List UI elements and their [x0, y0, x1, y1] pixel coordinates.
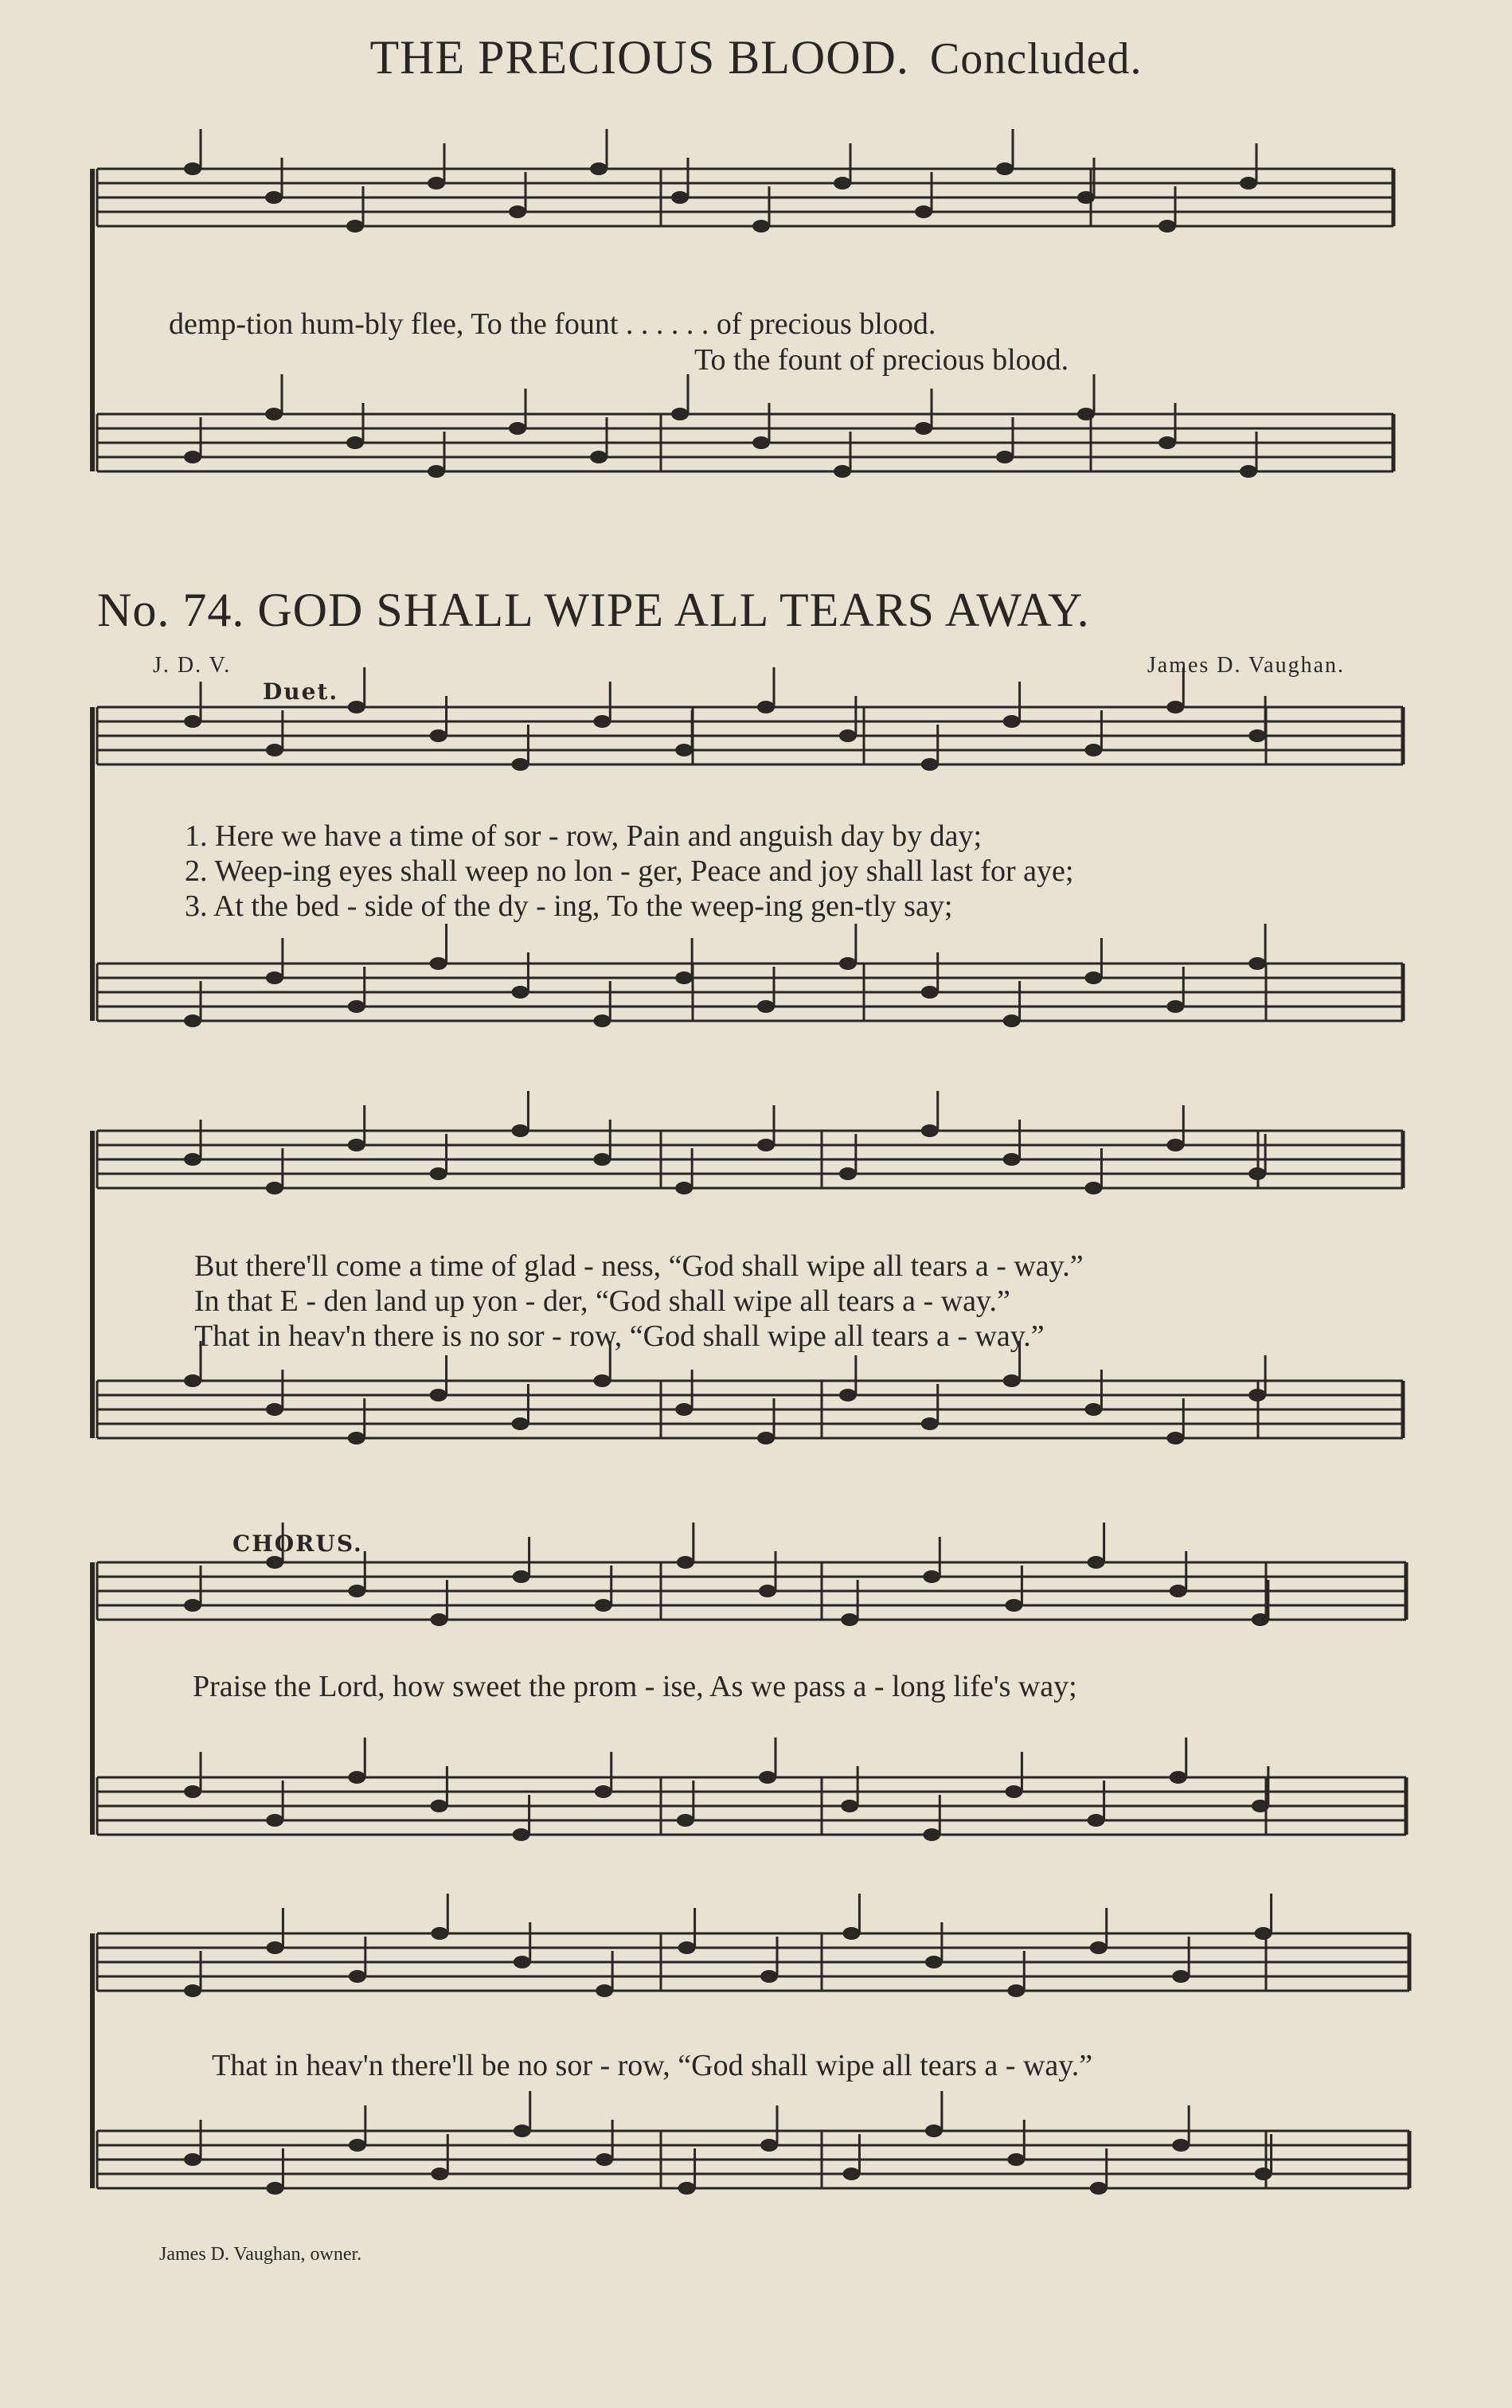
notehead	[349, 1970, 366, 1983]
notehead	[1077, 408, 1095, 420]
notehead	[266, 2182, 283, 2195]
notehead	[759, 1585, 776, 1597]
notehead	[1248, 729, 1266, 742]
notehead	[1255, 1927, 1272, 1940]
notehead	[348, 1432, 365, 1444]
page-title-main: THE PRECIOUS BLOOD.	[369, 31, 909, 84]
notehead	[1084, 1403, 1102, 1416]
notehead	[184, 1014, 201, 1027]
chorus-label: CHORUS.	[232, 1530, 363, 1557]
notehead	[349, 2139, 366, 2152]
notehead	[348, 1000, 365, 1013]
notehead	[757, 1432, 775, 1444]
notehead	[266, 1556, 283, 1569]
notehead	[265, 191, 283, 204]
notehead	[834, 177, 851, 190]
notehead	[1166, 1139, 1184, 1151]
prev-hymn-lyric-alt: To the fount of precious blood.	[694, 343, 1069, 377]
notehead	[839, 957, 857, 970]
notehead	[839, 729, 857, 742]
notehead	[923, 1570, 940, 1583]
notehead	[184, 1984, 201, 1997]
notehead	[266, 971, 283, 984]
notehead	[1005, 1599, 1022, 1612]
notehead	[590, 162, 608, 175]
notehead	[265, 408, 283, 420]
notehead	[511, 1124, 529, 1137]
notehead	[678, 1941, 696, 1954]
notehead	[266, 1182, 283, 1194]
notehead	[1090, 1941, 1108, 1954]
notehead	[671, 191, 689, 204]
notehead	[348, 1585, 365, 1597]
words-credit: J. D. V.	[153, 653, 232, 678]
notehead	[593, 715, 611, 728]
notehead	[1240, 177, 1257, 190]
notehead	[184, 1785, 201, 1798]
notehead	[266, 1814, 283, 1827]
notehead	[752, 220, 770, 233]
verse-line-1a: 1. Here we have a time of sor - row, Pain and anguish day by day;	[185, 819, 983, 853]
notehead	[430, 1389, 447, 1401]
notehead	[593, 1374, 611, 1387]
notehead	[1090, 2182, 1108, 2195]
notehead	[184, 1153, 201, 1166]
duet-label: Duet.	[263, 678, 339, 705]
notehead	[428, 465, 445, 478]
notehead	[1255, 2168, 1272, 2180]
verse-line-2a: 2. Weep-ing eyes shall weep no lon - ger, Peace and joy shall last for aye;	[185, 854, 1074, 888]
notehead	[1007, 1984, 1025, 1997]
notehead	[346, 436, 364, 449]
notehead	[513, 1570, 530, 1583]
notehead	[996, 451, 1014, 463]
notehead	[760, 1970, 778, 1983]
notehead	[677, 1814, 694, 1827]
notehead	[759, 1771, 776, 1784]
notehead	[1003, 1374, 1021, 1387]
notehead	[514, 2125, 531, 2137]
notehead	[1252, 1800, 1269, 1812]
notehead	[514, 1956, 531, 1968]
notehead	[1007, 2153, 1025, 2166]
notehead	[348, 1771, 365, 1784]
notehead	[266, 1403, 283, 1416]
notehead	[1084, 1182, 1102, 1194]
notehead	[430, 1167, 447, 1180]
notehead	[431, 1927, 448, 1940]
verse-line-3a: 3. At the bed - side of the dy - ing, To the weep-ing gen-tly say;	[185, 889, 953, 923]
notehead	[1172, 1970, 1190, 1983]
notehead	[593, 1153, 611, 1166]
notehead	[184, 1599, 201, 1612]
notehead	[915, 205, 932, 218]
notehead	[677, 1556, 694, 1569]
notehead	[348, 701, 365, 713]
owner-credit: James D. Vaughan, owner.	[159, 2244, 362, 2265]
notehead	[430, 957, 447, 970]
notehead	[675, 1403, 693, 1416]
notehead	[1158, 220, 1176, 233]
verse-line-3b: That in heav'n there is no sor - row, “God shall wipe all tears a - way.”	[194, 1319, 1045, 1353]
notehead	[1088, 1556, 1105, 1569]
notehead	[675, 744, 693, 756]
notehead	[184, 162, 201, 175]
notehead	[1003, 1014, 1021, 1027]
notehead	[839, 1167, 857, 1180]
notehead	[511, 986, 529, 999]
notehead	[348, 1139, 365, 1151]
notehead	[1248, 1167, 1266, 1180]
notehead	[757, 701, 775, 713]
page-title-sub: Concluded.	[929, 34, 1143, 84]
notehead	[430, 1800, 447, 1812]
notehead	[1003, 1153, 1021, 1166]
notehead	[266, 1941, 283, 1954]
notehead	[757, 1139, 775, 1151]
notehead	[1005, 1785, 1022, 1798]
notehead	[1248, 957, 1266, 970]
notehead	[1166, 1000, 1184, 1013]
music-credit: James D. Vaughan.	[1147, 653, 1345, 678]
notehead	[760, 2139, 778, 2152]
notehead	[590, 451, 608, 463]
notehead	[428, 177, 445, 190]
notehead	[511, 1417, 529, 1430]
notehead	[921, 986, 939, 999]
notehead	[839, 1389, 857, 1401]
notehead	[678, 2182, 696, 2195]
notehead	[1170, 1585, 1187, 1597]
notehead	[509, 205, 526, 218]
notehead	[921, 1124, 939, 1137]
notehead	[925, 1956, 943, 1968]
notehead	[184, 1374, 201, 1387]
notehead	[1158, 436, 1176, 449]
notehead	[923, 1828, 940, 1841]
notehead	[1240, 465, 1257, 478]
notehead	[593, 1014, 611, 1027]
notehead	[430, 1613, 447, 1626]
notehead	[184, 715, 201, 728]
notehead	[996, 162, 1014, 175]
notehead	[1172, 2139, 1190, 2152]
notehead	[596, 1984, 613, 1997]
notehead	[915, 422, 932, 435]
notehead	[1252, 1613, 1269, 1626]
notehead	[921, 758, 939, 771]
notehead	[841, 1800, 858, 1812]
notehead	[925, 2125, 943, 2137]
notehead	[757, 1000, 775, 1013]
prev-hymn-lyric: demp-tion hum-bly flee, To the fount . . . . . . of precious blood.	[169, 307, 936, 341]
notehead	[595, 1785, 612, 1798]
verse-line-1b: But there'll come a time of glad - ness, “God shall wipe all tears a - way.”	[194, 1249, 1084, 1283]
notehead	[921, 1417, 939, 1430]
hymn-title: No. 74. GOD SHALL WIPE ALL TEARS AWAY.	[97, 584, 1090, 636]
notehead	[1166, 701, 1184, 713]
notehead	[596, 2153, 613, 2166]
notehead	[511, 758, 529, 771]
notehead	[1077, 191, 1095, 204]
notehead	[346, 220, 364, 233]
notehead	[1166, 1432, 1184, 1444]
notehead	[266, 744, 283, 756]
notehead	[509, 422, 526, 435]
notehead	[1248, 1389, 1266, 1401]
notehead	[184, 451, 201, 463]
notehead	[841, 1613, 858, 1626]
notehead	[1170, 1771, 1187, 1784]
notehead	[752, 436, 770, 449]
notehead	[1088, 1814, 1105, 1827]
notehead	[675, 1182, 693, 1194]
notehead	[184, 2153, 201, 2166]
notehead	[675, 971, 693, 984]
notehead	[1084, 971, 1102, 984]
notehead	[431, 2168, 448, 2180]
chorus-line-b: That in heav'n there'll be no sor - row, “God shall wipe all tears a - way.”	[212, 2049, 1093, 2082]
notehead	[513, 1828, 530, 1841]
notehead	[430, 729, 447, 742]
notehead	[595, 1599, 612, 1612]
notehead	[671, 408, 689, 420]
notehead	[1084, 744, 1102, 756]
notehead	[834, 465, 851, 478]
verse-line-2b: In that E - den land up yon - der, “God shall wipe all tears a - way.”	[194, 1284, 1010, 1318]
chorus-line-a: Praise the Lord, how sweet the prom - ise, As we pass a - long life's way;	[193, 1670, 1077, 1703]
notehead	[842, 2168, 860, 2180]
notehead	[842, 1927, 860, 1940]
notehead	[1003, 715, 1021, 728]
